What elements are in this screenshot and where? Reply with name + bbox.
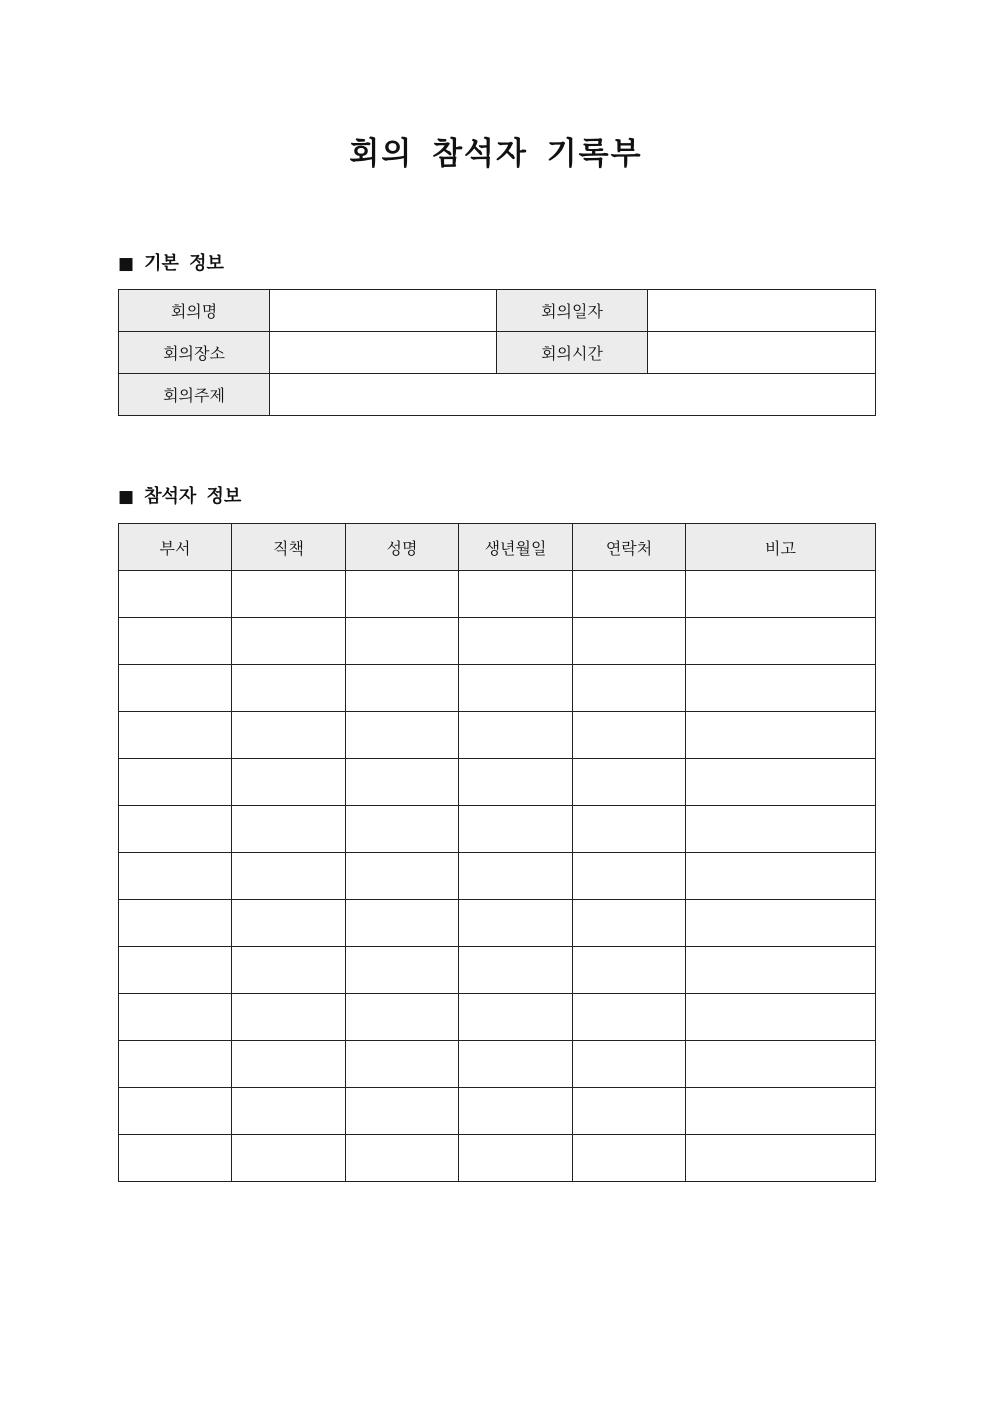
remarks-cell[interactable] bbox=[686, 1135, 876, 1182]
contact-cell[interactable] bbox=[573, 994, 686, 1041]
table-row bbox=[119, 618, 876, 665]
birthdate-cell[interactable] bbox=[459, 759, 573, 806]
meeting-topic-field[interactable] bbox=[270, 374, 876, 416]
birthdate-cell[interactable] bbox=[459, 571, 573, 618]
birthdate-cell[interactable] bbox=[459, 806, 573, 853]
remarks-cell[interactable] bbox=[686, 571, 876, 618]
meeting-topic-label: 회의주제 bbox=[119, 374, 270, 416]
basic-info-row bbox=[119, 332, 876, 374]
birthdate-cell[interactable] bbox=[459, 947, 573, 994]
birthdate-cell[interactable] bbox=[459, 994, 573, 1041]
table-row bbox=[119, 1088, 876, 1135]
remarks-cell[interactable] bbox=[686, 853, 876, 900]
remarks-cell[interactable] bbox=[686, 712, 876, 759]
remarks-cell[interactable] bbox=[686, 1041, 876, 1088]
position-cell[interactable] bbox=[232, 947, 346, 994]
contact-cell[interactable] bbox=[573, 712, 686, 759]
table-row bbox=[119, 853, 876, 900]
department-cell[interactable] bbox=[119, 712, 232, 759]
contact-cell[interactable] bbox=[573, 759, 686, 806]
birthdate-cell[interactable] bbox=[459, 665, 573, 712]
meeting-date-label: 회의일자 bbox=[497, 290, 648, 332]
birthdate-cell[interactable] bbox=[459, 853, 573, 900]
table-row bbox=[119, 900, 876, 947]
position-cell[interactable] bbox=[232, 994, 346, 1041]
name-cell[interactable] bbox=[346, 806, 459, 853]
name-cell[interactable] bbox=[346, 1088, 459, 1135]
table-row bbox=[119, 947, 876, 994]
meeting-name-field[interactable] bbox=[270, 290, 497, 332]
name-cell[interactable] bbox=[346, 571, 459, 618]
position-cell[interactable] bbox=[232, 665, 346, 712]
contact-cell[interactable] bbox=[573, 1135, 686, 1182]
table-row bbox=[119, 1041, 876, 1088]
meeting-name-label: 회의명 bbox=[119, 290, 270, 332]
column-header-remarks: 비고 bbox=[686, 524, 876, 571]
name-cell[interactable] bbox=[346, 994, 459, 1041]
attendee-header-row bbox=[119, 524, 876, 571]
name-cell[interactable] bbox=[346, 1041, 459, 1088]
department-cell[interactable] bbox=[119, 853, 232, 900]
table-row bbox=[119, 1135, 876, 1182]
column-header-birthdate: 생년월일 bbox=[459, 524, 573, 571]
document-title: 회의 참석자 기록부 bbox=[349, 136, 643, 172]
basic-info-row bbox=[119, 374, 876, 416]
remarks-cell[interactable] bbox=[686, 947, 876, 994]
position-cell[interactable] bbox=[232, 1088, 346, 1135]
basic-info-row bbox=[119, 290, 876, 332]
basic-info-table bbox=[118, 289, 876, 416]
birthdate-cell[interactable] bbox=[459, 900, 573, 947]
contact-cell[interactable] bbox=[573, 853, 686, 900]
meeting-time-field[interactable] bbox=[648, 332, 876, 374]
meeting-place-label: 회의장소 bbox=[119, 332, 270, 374]
contact-cell[interactable] bbox=[573, 947, 686, 994]
position-cell[interactable] bbox=[232, 759, 346, 806]
remarks-cell[interactable] bbox=[686, 900, 876, 947]
contact-cell[interactable] bbox=[573, 900, 686, 947]
table-row bbox=[119, 994, 876, 1041]
meeting-place-field[interactable] bbox=[270, 332, 497, 374]
position-cell[interactable] bbox=[232, 853, 346, 900]
table-row bbox=[119, 759, 876, 806]
position-cell[interactable] bbox=[232, 571, 346, 618]
table-row bbox=[119, 665, 876, 712]
birthdate-cell[interactable] bbox=[459, 1135, 573, 1182]
square-bullet-icon: ■ bbox=[118, 254, 135, 274]
attendee-info-heading bbox=[118, 485, 241, 509]
remarks-cell[interactable] bbox=[686, 994, 876, 1041]
contact-cell[interactable] bbox=[573, 1088, 686, 1135]
name-cell[interactable] bbox=[346, 759, 459, 806]
birthdate-cell[interactable] bbox=[459, 1041, 573, 1088]
department-cell[interactable] bbox=[119, 1135, 232, 1182]
contact-cell[interactable] bbox=[573, 618, 686, 665]
name-cell[interactable] bbox=[346, 712, 459, 759]
basic-info-heading-text: 기본 정보 bbox=[144, 253, 224, 274]
name-cell[interactable] bbox=[346, 900, 459, 947]
attendee-info-heading-text: 참석자 정보 bbox=[144, 486, 242, 507]
remarks-cell[interactable] bbox=[686, 1088, 876, 1135]
column-header-name: 성명 bbox=[346, 524, 459, 571]
department-cell[interactable] bbox=[119, 571, 232, 618]
position-cell[interactable] bbox=[232, 1135, 346, 1182]
column-header-department: 부서 bbox=[119, 524, 232, 571]
attendee-table-body bbox=[119, 571, 876, 1182]
position-cell[interactable] bbox=[232, 1041, 346, 1088]
department-cell[interactable] bbox=[119, 759, 232, 806]
birthdate-cell[interactable] bbox=[459, 618, 573, 665]
table-row bbox=[119, 571, 876, 618]
department-cell[interactable] bbox=[119, 1088, 232, 1135]
department-cell[interactable] bbox=[119, 947, 232, 994]
table-row bbox=[119, 712, 876, 759]
remarks-cell[interactable] bbox=[686, 759, 876, 806]
remarks-cell[interactable] bbox=[686, 665, 876, 712]
birthdate-cell[interactable] bbox=[459, 1088, 573, 1135]
position-cell[interactable] bbox=[232, 806, 346, 853]
square-bullet-icon: ■ bbox=[118, 487, 135, 507]
position-cell[interactable] bbox=[232, 900, 346, 947]
name-cell[interactable] bbox=[346, 853, 459, 900]
contact-cell[interactable] bbox=[573, 806, 686, 853]
position-cell[interactable] bbox=[232, 712, 346, 759]
column-header-contact: 연락처 bbox=[573, 524, 686, 571]
department-cell[interactable] bbox=[119, 806, 232, 853]
name-cell[interactable] bbox=[346, 618, 459, 665]
meeting-date-field[interactable] bbox=[648, 290, 876, 332]
remarks-cell[interactable] bbox=[686, 806, 876, 853]
attendee-table bbox=[118, 523, 876, 1182]
meeting-time-label: 회의시간 bbox=[497, 332, 648, 374]
birthdate-cell[interactable] bbox=[459, 712, 573, 759]
department-cell[interactable] bbox=[119, 665, 232, 712]
contact-cell[interactable] bbox=[573, 571, 686, 618]
table-row bbox=[119, 806, 876, 853]
column-header-position: 직책 bbox=[232, 524, 346, 571]
name-cell[interactable] bbox=[346, 665, 459, 712]
department-cell[interactable] bbox=[119, 1041, 232, 1088]
contact-cell[interactable] bbox=[573, 665, 686, 712]
department-cell[interactable] bbox=[119, 618, 232, 665]
remarks-cell[interactable] bbox=[686, 618, 876, 665]
name-cell[interactable] bbox=[346, 947, 459, 994]
department-cell[interactable] bbox=[119, 900, 232, 947]
department-cell[interactable] bbox=[119, 994, 232, 1041]
contact-cell[interactable] bbox=[573, 1041, 686, 1088]
basic-info-heading bbox=[118, 252, 224, 276]
name-cell[interactable] bbox=[346, 1135, 459, 1182]
position-cell[interactable] bbox=[232, 618, 346, 665]
